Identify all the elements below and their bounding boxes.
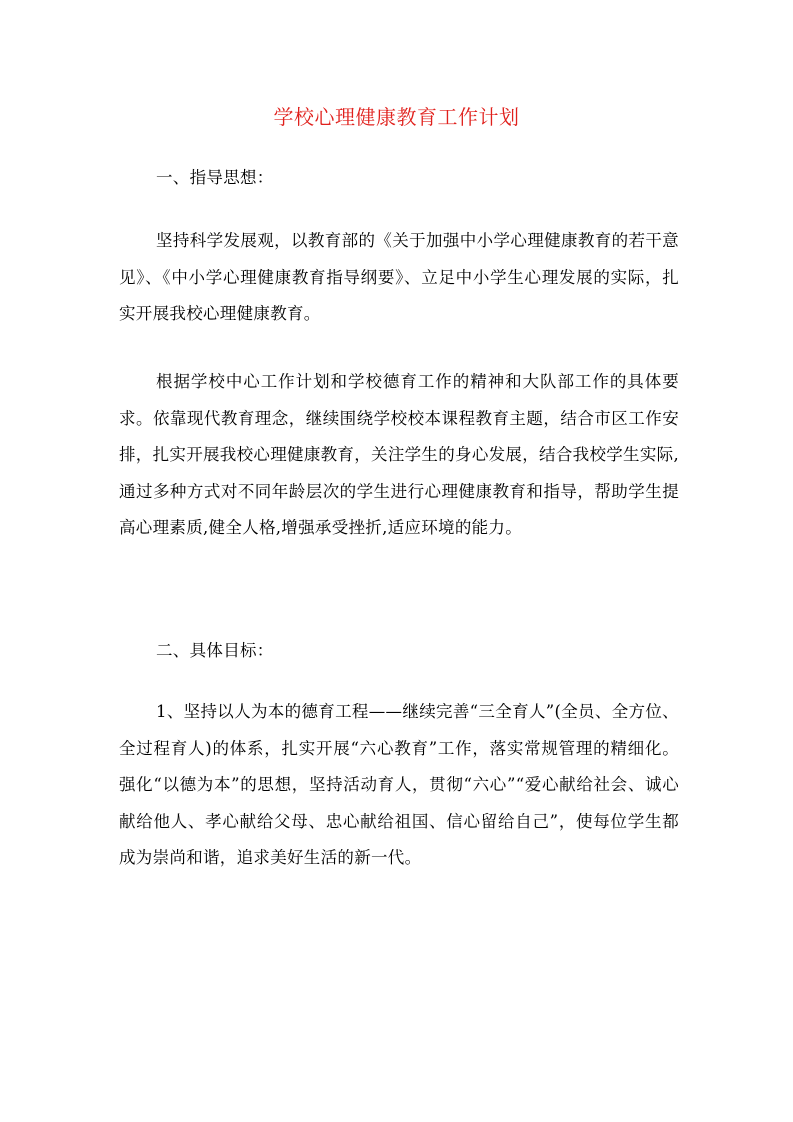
paragraph-1: 坚持科学发展观，以教育部的《关于加强中小学心理健康教育的若干意见》、《中小学心理健康教育指导纲要》、立足中小学生心理发展的实际，扎实开展我校心理健康教育。 <box>119 231 679 323</box>
document-title: 学校心理健康教育工作计划 <box>273 105 520 129</box>
section-heading-guiding-ideology: 一、指导思想： <box>156 168 274 187</box>
section-heading-specific-goals: 二、具体目标： <box>156 641 274 660</box>
paragraph-3: 1、坚持以人为本的德育工程——继续完善“三全育人”(全员、全方位、全过程育人)的体系，扎实开展“六心教育”工作，落实常规管理的精细化。强化“以德为本”的思想，坚持活动育人，贯彻“六心”“爱心献给社会、诚心献给他人、孝心献给父母、忠心献给祖国、信心留给自己”，使每位学生都成为崇尚和谐，追求美好生活的新一代。 <box>119 702 679 867</box>
paragraph-2: 根据学校中心工作计划和学校德育工作的精神和大队部工作的具体要求。依靠现代教育理念，继续围绕学校校本课程教育主题，结合市区工作安排，扎实开展我校心理健康教育，关注学生的身心发展，结合我校学生实际,通过多种方式对不同年龄层次的学生进行心理健康教育和指导，帮助学生提高心理素质,健全人格,增强承受挫折,适应环境的能力。 <box>119 372 679 537</box>
